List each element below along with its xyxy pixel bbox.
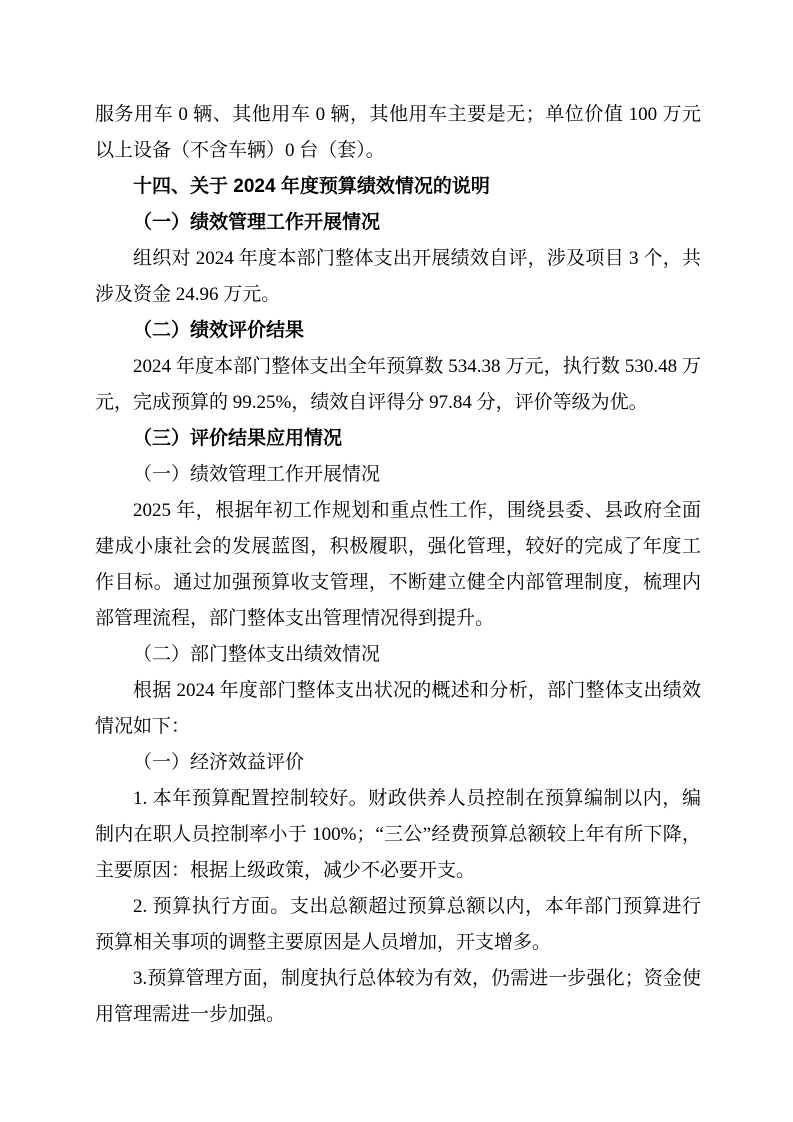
- paragraph-vehicles-continuation: 服务用车 0 辆、其他用车 0 辆，其他用车主要是无；单位价值 100 万元以上设备（不含车辆）0 台（套）。: [95, 104, 701, 161]
- paragraph-item-2-budget-execution: 2. 预算执行方面。支出总额超过预算总额以内，本年部门预算进行预算相关事项的调整主要原因是人员增加，开支增多。: [95, 896, 701, 953]
- paragraph-overview-analysis: 根据 2024 年度部门整体支出状况的概述和分析，部门整体支出绩效情况如下：: [95, 680, 701, 737]
- subheading-plain-economic-benefit: （一）经济效益评价: [133, 752, 305, 773]
- subheading-plain-overall-expenditure: （二）部门整体支出绩效情况: [133, 644, 381, 665]
- paragraph-2025-work-plan: 2025 年，根据年初工作规划和重点性工作，围绕县委、县政府全面建成小康社会的发展蓝图，积极履职，强化管理，较好的完成了年度工作目标。通过加强预算收支管理，不断建立健全内部管理制度，梳理内部管理流程，部门整体支出管理情况得到提升。: [95, 500, 701, 629]
- subheading-2-evaluation-results: （二）绩效评价结果: [133, 320, 305, 341]
- subheading-3-result-application: （三）评价结果应用情况: [133, 428, 343, 449]
- paragraph-budget-figures: 2024 年度本部门整体支出全年预算数 534.38 万元，执行数 530.48 万元，完成预算的 99.25%，绩效自评得分 97.84 分，评价等级为优。: [95, 356, 701, 413]
- subheading-plain-performance-management: （一）绩效管理工作开展情况: [133, 464, 381, 485]
- paragraph-item-1-budget-allocation: 1. 本年预算配置控制较好。财政供养人员控制在预算编制以内，编制内在职人员控制率小于 100%；“三公”经费预算总额较上年有所下降，主要原因：根据上级政策，减少不必要开支。: [95, 788, 701, 881]
- subheading-1-performance-management: （一）绩效管理工作开展情况: [133, 212, 381, 233]
- paragraph-self-evaluation: 组织对 2024 年度本部门整体支出开展绩效自评，涉及项目 3 个，共涉及资金 24.96 万元。: [95, 248, 701, 305]
- paragraph-item-3-budget-management: 3.预算管理方面，制度执行总体较为有效，仍需进一步强化；资金使用管理需进一步加强。: [95, 968, 701, 1025]
- section-heading-14: 十四、关于 2024 年度预算绩效情况的说明: [133, 176, 490, 197]
